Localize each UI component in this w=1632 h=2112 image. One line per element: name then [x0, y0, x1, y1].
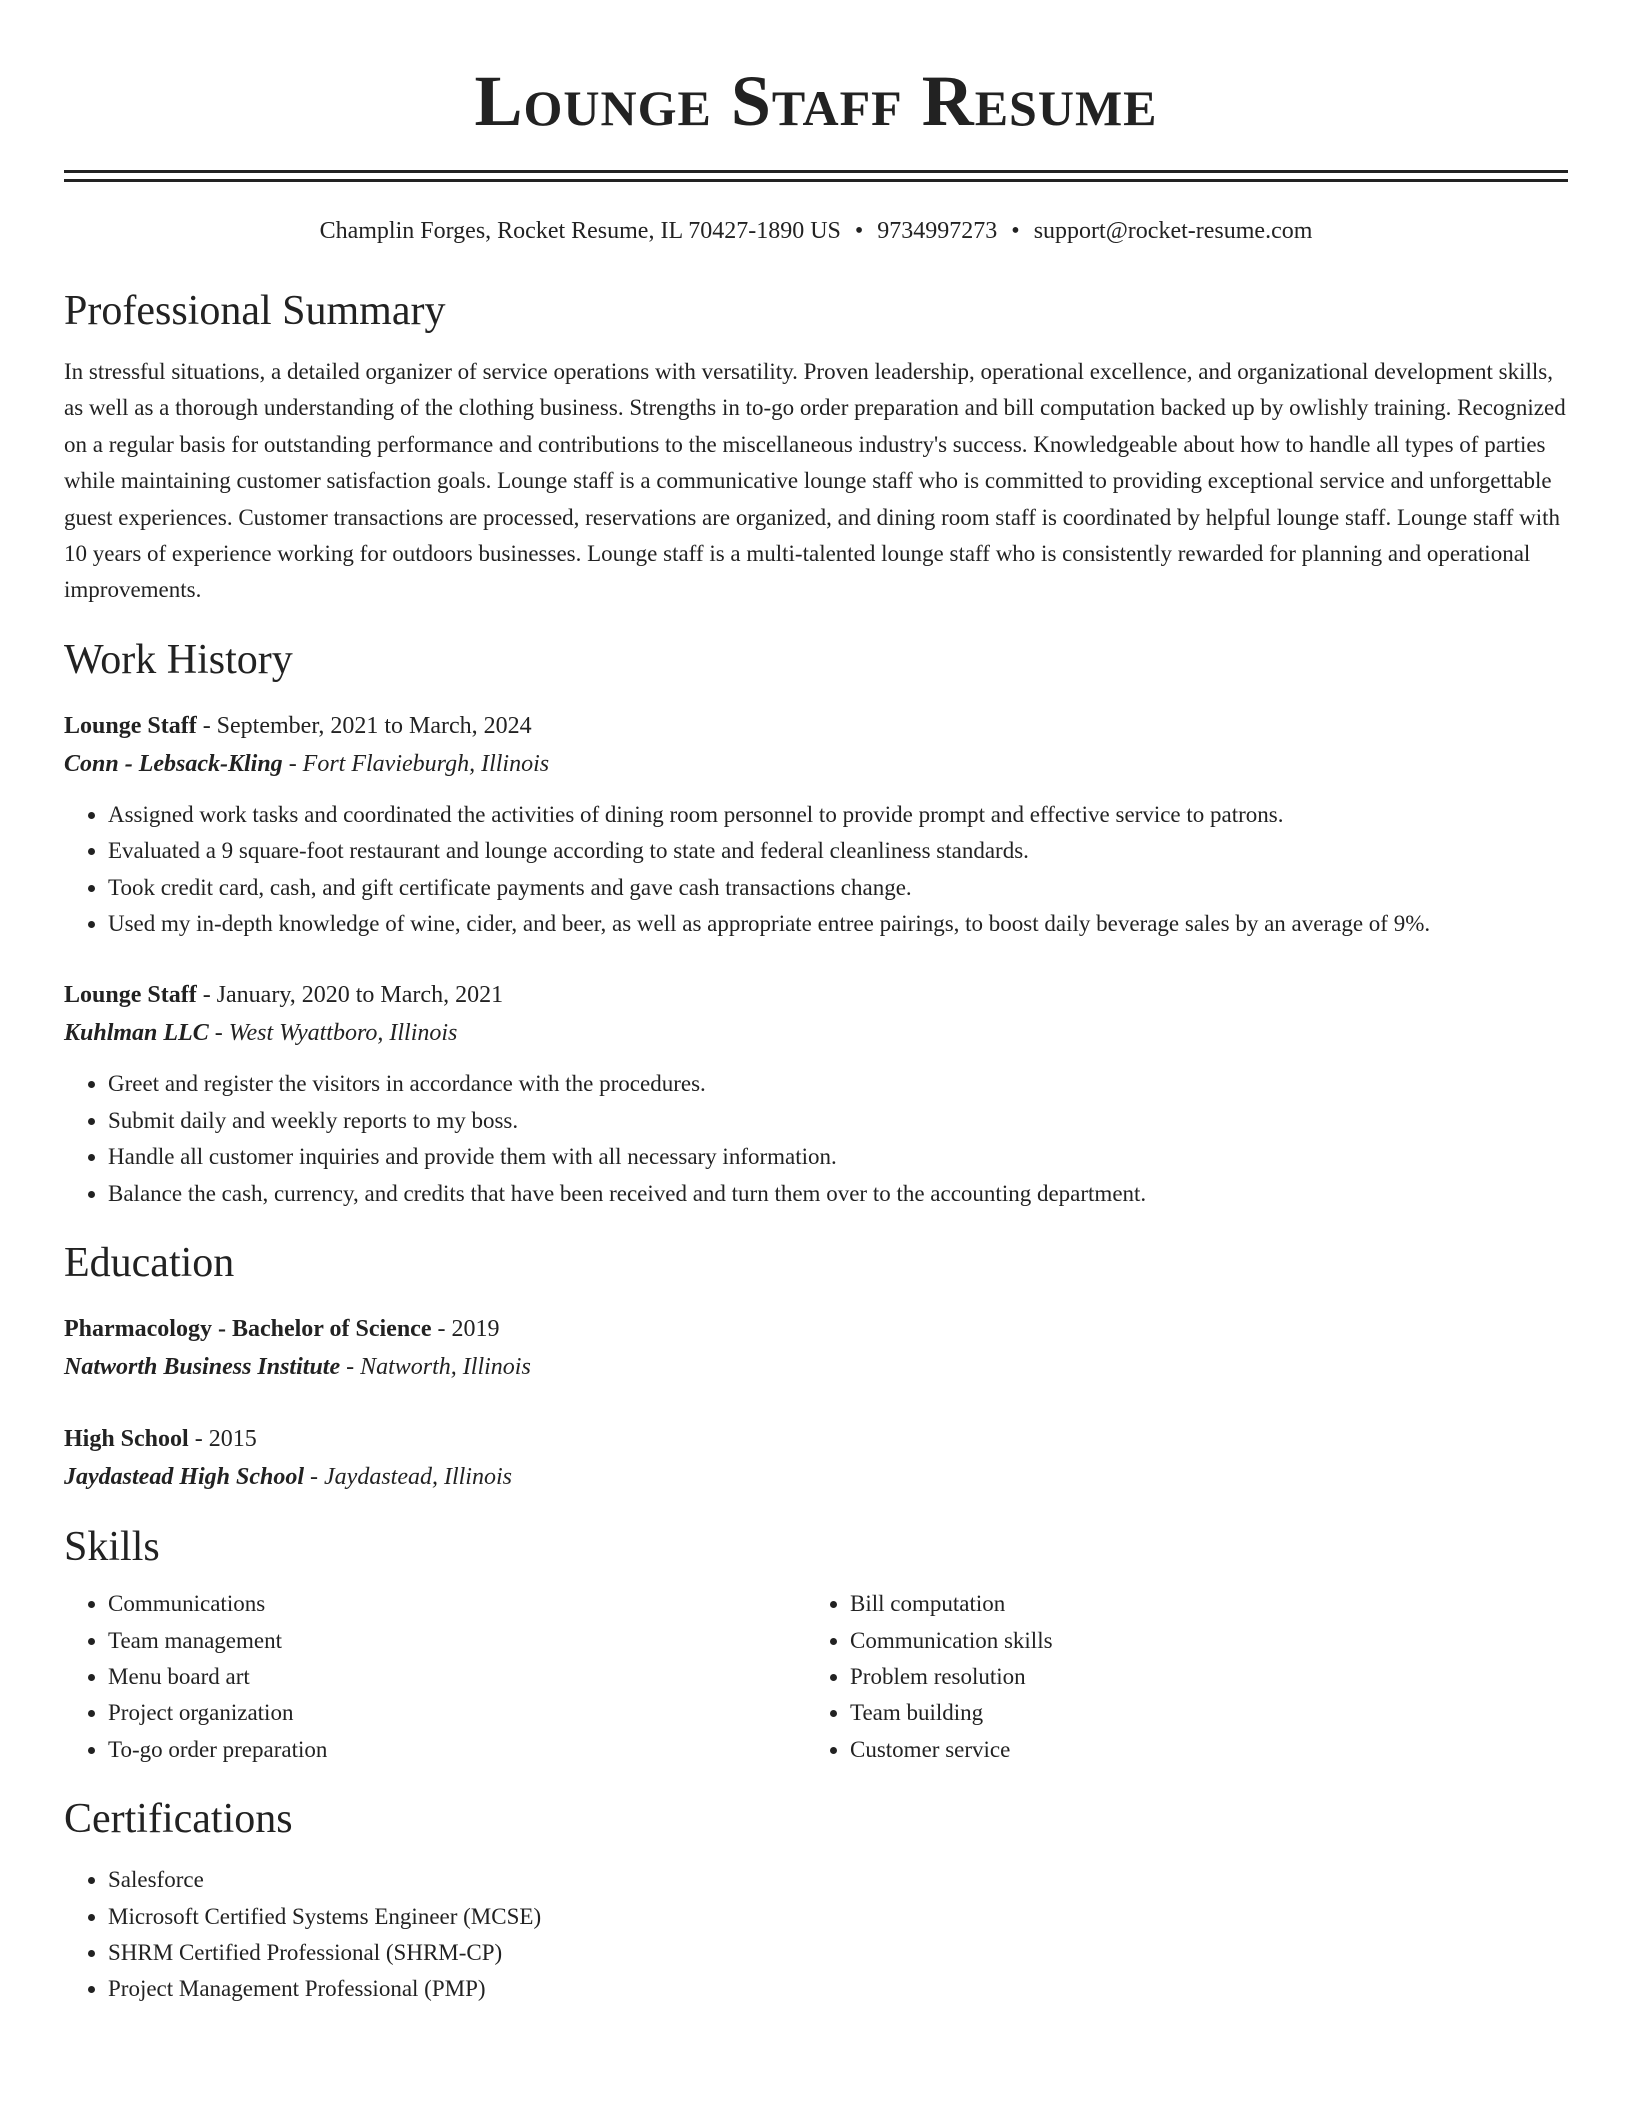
resume-title: Lounge Staff Resume [474, 61, 1158, 141]
job-duty: • Handle all customer inquiries and provide them with all necessary information. [108, 1139, 1568, 1175]
skill-item: • Team building [850, 1695, 1548, 1731]
education-location: - Natworth, Illinois [340, 1354, 531, 1381]
job-duty: • Assigned work tasks and coordinated the activities of dining room personnel to provide prompt and effective service to patrons. [108, 797, 1568, 833]
education-degree: High School [64, 1426, 189, 1453]
job-duty: • Submit daily and weekly reports to my boss. [108, 1103, 1568, 1139]
contact-separator: • [1011, 218, 1020, 244]
skill-item: • Customer service [850, 1732, 1548, 1768]
education-year: - 2015 [188, 1426, 257, 1453]
education-degree: Pharmacology - Bachelor of Science [64, 1316, 432, 1343]
education-location: - Jaydastead, Illinois [304, 1464, 512, 1491]
work-history-heading: Work History [64, 636, 293, 683]
job-duty: • Evaluated a 9 square-foot restaurant and lounge according to state and federal cleanliness standards. [108, 833, 1568, 869]
contact-separator: • [854, 218, 864, 244]
summary-heading: Professional Summary [64, 288, 446, 334]
skills-column-left [64, 1586, 806, 1768]
job-company-line [64, 1014, 1568, 1052]
skills-column-right [806, 1586, 1548, 1768]
skill-item: • Team management [108, 1623, 806, 1659]
skill-item: • Problem resolution [850, 1659, 1548, 1695]
job-duty: • Balance the cash, currency, and credits that have been received and turn them over to the accounting department. [108, 1176, 1568, 1212]
education-heading: Education [64, 1240, 235, 1287]
job-dates: - September, 2021 to March, 2024 [196, 712, 532, 739]
job-title: Lounge Staff [64, 982, 197, 1009]
contact-line [64, 216, 1568, 246]
education-degree-line [64, 1310, 1568, 1348]
skill-item: • Bill computation [850, 1586, 1548, 1622]
job-entry [64, 976, 1568, 1212]
education-entry [64, 1310, 1568, 1386]
job-company-line [64, 745, 1568, 783]
job-title-line [64, 707, 1568, 745]
job-duties-list [64, 1066, 1568, 1212]
certifications-list [64, 1862, 1568, 2008]
job-location: - West Wyattboro, Illinois [208, 1020, 458, 1047]
skill-item: • To-go order preparation [108, 1732, 806, 1768]
education-school: Natworth Business Institute [64, 1354, 341, 1381]
contact-email: support@rocket-resume.com [1033, 218, 1313, 244]
job-duty: • Used my in-depth knowledge of wine, cider, and beer, as well as appropriate entree pairings, to boost daily beverage sales by an average of 9%. [108, 906, 1568, 942]
contact-phone: 9734997273 [877, 218, 998, 244]
job-duty: • Took credit card, cash, and gift certificate payments and gave cash transactions change. [108, 870, 1568, 906]
education-year: - 2019 [431, 1316, 500, 1343]
skill-item: • Menu board art [108, 1659, 806, 1695]
certification-item: • SHRM Certified Professional (SHRM-CP) [108, 1935, 1568, 1971]
job-company: Kuhlman LLC [64, 1020, 209, 1047]
skill-item: • Communication skills [850, 1623, 1548, 1659]
contact-address: Champlin Forges, Rocket Resume, IL 70427-1890 US [319, 218, 841, 244]
skills-list [64, 1586, 806, 1768]
education-school: Jaydastead High School [64, 1464, 305, 1491]
job-duties-list [64, 797, 1568, 943]
job-title-line [64, 976, 1568, 1014]
education-school-line [64, 1348, 1568, 1386]
skills-heading: Skills [64, 1524, 160, 1571]
job-dates: - January, 2020 to March, 2021 [196, 982, 504, 1009]
job-title: Lounge Staff [64, 712, 197, 739]
education-degree-line [64, 1420, 1568, 1458]
certifications-heading: Certifications [64, 1796, 293, 1843]
job-location: - Fort Flavieburgh, Illinois [282, 750, 550, 777]
skill-item: • Communications [108, 1586, 806, 1622]
certification-item: • Project Management Professional (PMP) [108, 1971, 1568, 2007]
title-double-rule [64, 170, 1568, 182]
certification-item: • Microsoft Certified Systems Engineer (MCSE) [108, 1899, 1568, 1935]
job-duty: • Greet and register the visitors in accordance with the procedures. [108, 1066, 1568, 1102]
job-company: Conn - Lebsack-Kling [64, 750, 283, 777]
certification-item: • Salesforce [108, 1862, 1568, 1898]
skills-list [806, 1586, 1548, 1768]
skill-item: • Project organization [108, 1695, 806, 1731]
education-entry [64, 1420, 1568, 1496]
skills-columns [64, 1586, 1568, 1768]
summary-text: In stressful situations, a detailed organizer of service operations with versatility. Proven leadership, operational excellence, and organizational development skills, as well as a thorough understanding of the clothing business. Strengths in to-go order preparation and bill computation backed up by owlishly training. Recognized on a regular basis for outstanding performance and contributions to the miscellaneous industry's success. Knowledgeable about how to handle all types of parties while maintaining customer satisfaction goals. Lounge staff is a communicative lounge staff who is committed to providing exceptional service and unforgettable guest experiences. Customer transactions are processed, reservations are organized, and dining room staff is coordinated by helpful lounge staff. Lounge staff with 10 years of experience working for outdoors businesses. Lounge staff is a multi-talented lounge staff who is consistently rewarded for planning and operational improvements. [64, 359, 1566, 603]
job-entry [64, 707, 1568, 943]
education-school-line [64, 1458, 1568, 1496]
